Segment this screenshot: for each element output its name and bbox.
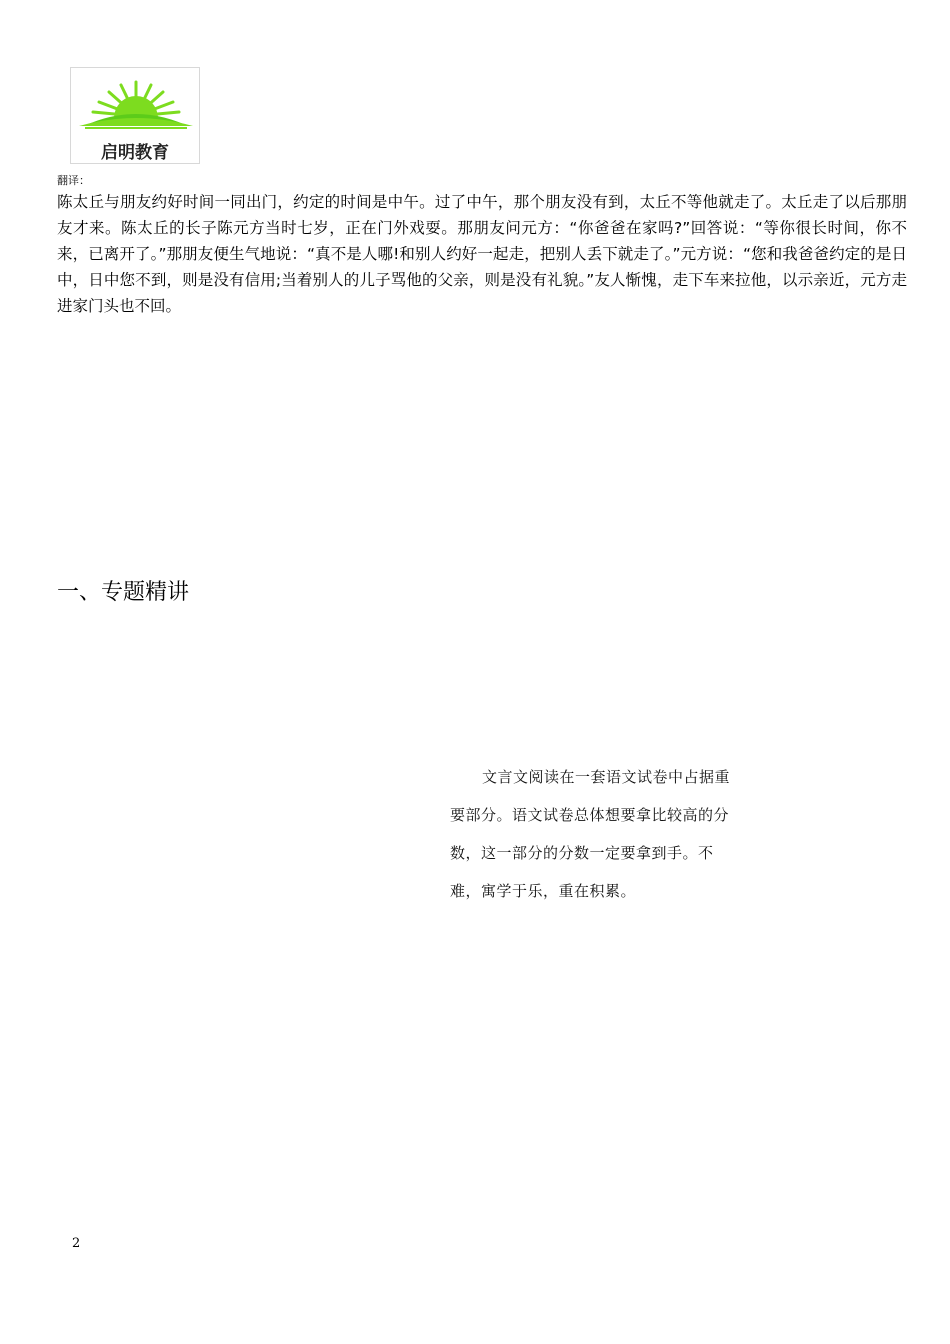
intro-paragraph: 文言文阅读在一套语文试卷中占据重要部分。语文试卷总体想要拿比较高的分数，这一部分的分数一定要拿到手。不难，寓学于乐，重在积累。 xyxy=(450,768,731,900)
page-number: 2 xyxy=(72,1236,81,1251)
translation-paragraph: 陈太丘与朋友约好时间一同出门，约定的时间是中午。过了中午，那个朋友没有到，太丘不等他就走了。太丘走了以后那朋友才来。陈太丘的长子陈元方当时七岁，正在门外戏耍。那朋友问元方：“你爸爸在家吗?”回答说：“等你很长时间，你不来，已离开了。”那朋友便生气地说：“真不是人哪!和别人约好一起走，把别人丢下就走了。”元方说：“您和我爸爸约定的是日中，日中您不到，则是没有信用;当着别人的儿子骂他的父亲，则是没有礼貌。”友人惭愧，走下车来拉他，以示亲近，元方走进家门头也不回。 xyxy=(57,193,907,315)
logo xyxy=(70,67,200,164)
logo-text: 启明教育 xyxy=(101,143,169,163)
translation-label: 翻译： xyxy=(57,174,90,187)
section-heading: 一、专题精讲 xyxy=(57,580,190,605)
